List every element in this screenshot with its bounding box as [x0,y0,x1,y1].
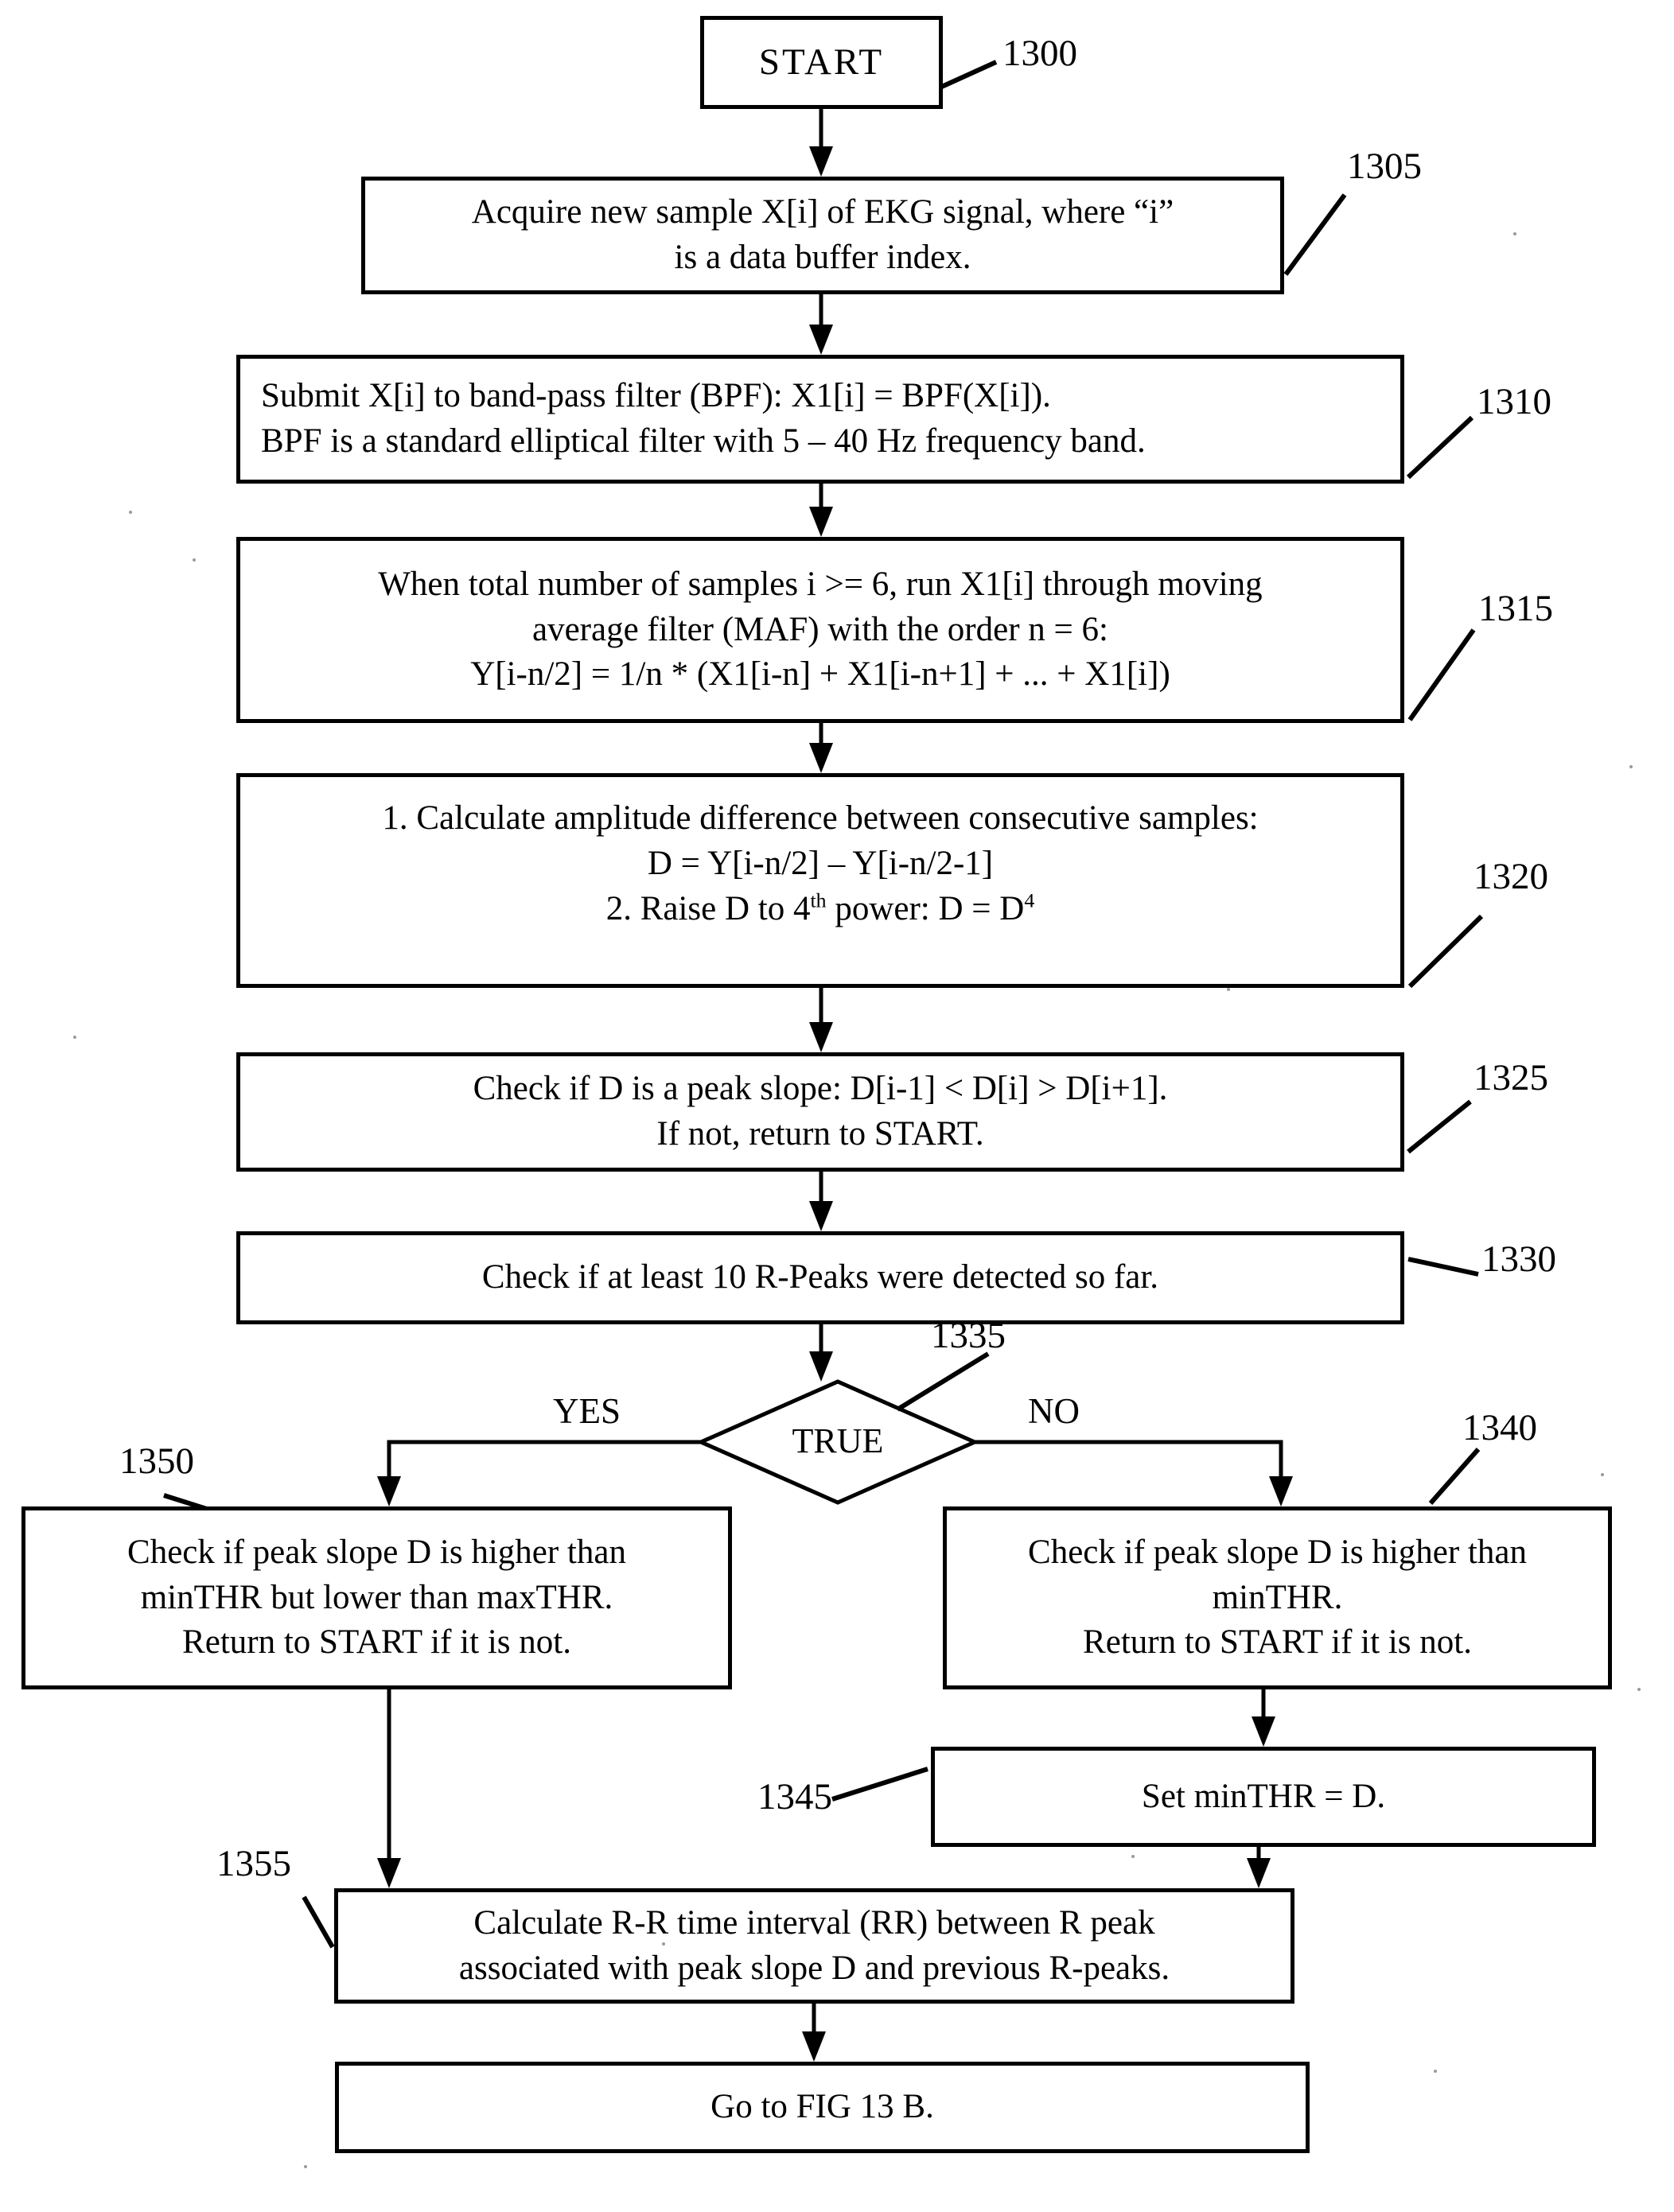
box-text-line: Y[i-n/2] = 1/n * (X1[i-n] + X1[i-n+1] + ... + X1[i]) [470,655,1170,694]
box-text-line: Calculate R-R time interval (RR) between R peak [473,1903,1155,1942]
leader-line-1310 [1408,418,1472,477]
leader-line-1320 [1410,916,1481,986]
scan-speckle [1434,2070,1437,2073]
arrow-start-to-1305 [809,109,833,177]
box-text-line: 1. Calculate amplitude difference between consecutive samples: [382,799,1259,837]
process-acquire-sample-1305 [361,177,1284,294]
start-text: START [758,41,885,84]
box-text-line: Check if peak slope D is higher than [127,1533,626,1571]
box-text-line: Submit X[i] to band-pass filter (BPF): X1[i] = BPF(X[i]). [261,377,1051,415]
process-amplitude-difference-1320 [236,773,1404,988]
process-threshold-range-check-1350 [21,1506,732,1689]
leader-line-1325 [1408,1102,1470,1152]
process-min-threshold-check-1340 [943,1506,1612,1689]
box-text-line: Set minTHR = D. [1141,1777,1386,1815]
ref-label-1350: 1350 [119,1440,194,1482]
arrow-1325-to-1330 [809,1172,833,1231]
box-text-line: minTHR but lower than maxTHR. [140,1578,613,1616]
superscript-th: th [810,888,827,912]
scan-speckle [129,511,132,514]
ref-label-1330: 1330 [1481,1238,1556,1280]
process-rpeak-count-check-1330 [236,1231,1404,1324]
arrow-1330-to-decision [809,1324,833,1382]
leader-line-1340 [1431,1449,1478,1503]
scan-speckle [1513,232,1516,235]
text-segment: power: D = D [826,889,1025,927]
ref-label-1325: 1325 [1474,1057,1548,1098]
process-bandpass-filter-1310 [236,355,1404,484]
box-text-line: is a data buffer index. [674,239,971,276]
arrow-1320-to-1325 [809,988,833,1052]
scan-speckle [1601,1473,1604,1476]
scan-speckle [304,2165,307,2168]
arrow-1345-to-1355 [1247,1847,1271,1888]
arrow-1355-to-goto [802,2004,826,2062]
leader-line-1305 [1286,195,1345,274]
box-text-line: D = Y[i-n/2] – Y[i-n/2-1] [647,844,994,882]
box-text-line: Return to START if it is not. [182,1623,571,1662]
box-text-line: Check if at least 10 R-Peaks were detected so far. [481,1258,1159,1296]
superscript-4: 4 [1024,888,1035,912]
ref-label-1355: 1355 [216,1843,291,1884]
scan-speckle [1227,988,1230,991]
arrow-1340-to-1345 [1252,1689,1275,1747]
box-text-line: Acquire new sample X[i] of EKG signal, where “i” [471,193,1174,231]
text-segment: 2. Raise D to 4 [605,889,811,927]
box-text-line: Return to START if it is not. [1083,1623,1472,1662]
process-rr-interval-1355 [334,1888,1294,2004]
ref-label-1305: 1305 [1347,146,1422,187]
arrow-1315-to-1320 [809,723,833,773]
box-text-line: average filter (MAF) with the order n = 6: [532,610,1108,648]
scan-speckle [1629,765,1633,768]
ref-label-1300: 1300 [1002,33,1077,74]
ref-label-1320: 1320 [1474,856,1548,897]
leader-line-1345 [832,1769,928,1799]
box-text-line: When total number of samples i >= 6, run X1[i] through moving [378,565,1263,603]
leader-line-1300 [936,62,996,89]
scan-speckle [193,558,196,562]
ref-label-1315: 1315 [1478,588,1553,629]
box-text-line: Check if peak slope D is higher than [1028,1533,1527,1571]
leader-line-1355 [304,1897,333,1947]
leader-line-1335 [897,1354,988,1409]
arrow-1305-to-1310 [809,294,833,355]
box-text-line: Go to FIG 13 B. [710,2088,934,2126]
decision-true-text: TRUE [792,1421,884,1460]
box-text-line: associated with peak slope D and previous R-peaks. [458,1949,1170,1987]
box-text-line: BPF is a standard elliptical filter with 5 – 40 Hz frequency band. [261,422,1146,460]
arrow-1310-to-1315 [809,484,833,537]
arrow-1350-to-1355 [377,1689,401,1888]
scan-speckle [662,1942,665,1946]
box-text-line: Check if D is a peak slope: D[i-1] < D[i] > D[i+1]. [473,1070,1168,1108]
scan-speckle [1131,1855,1135,1858]
branch-label-no: NO [1028,1391,1080,1431]
arrow-yes-branch [377,1442,701,1506]
ref-label-1340: 1340 [1462,1407,1537,1448]
ref-label-1345: 1345 [757,1776,832,1817]
process-set-min-threshold-1345 [931,1747,1596,1847]
process-moving-average-filter-1315 [236,537,1404,723]
terminator-goto-fig13b [335,2062,1310,2153]
scan-speckle [1637,1688,1641,1691]
ref-label-1310: 1310 [1477,381,1551,422]
terminator-start [700,16,943,109]
box-text-line: minTHR. [1212,1578,1343,1616]
process-peak-slope-check-1325 [236,1052,1404,1172]
ref-label-1335: 1335 [931,1315,1006,1356]
leader-line-1315 [1410,630,1474,720]
arrow-no-branch [975,1442,1293,1506]
branch-label-yes: YES [553,1391,621,1431]
box-text-line: If not, return to START. [656,1115,984,1153]
leader-line-1330 [1408,1259,1478,1274]
box-text-line [606,887,1035,932]
scan-speckle [73,1036,76,1039]
